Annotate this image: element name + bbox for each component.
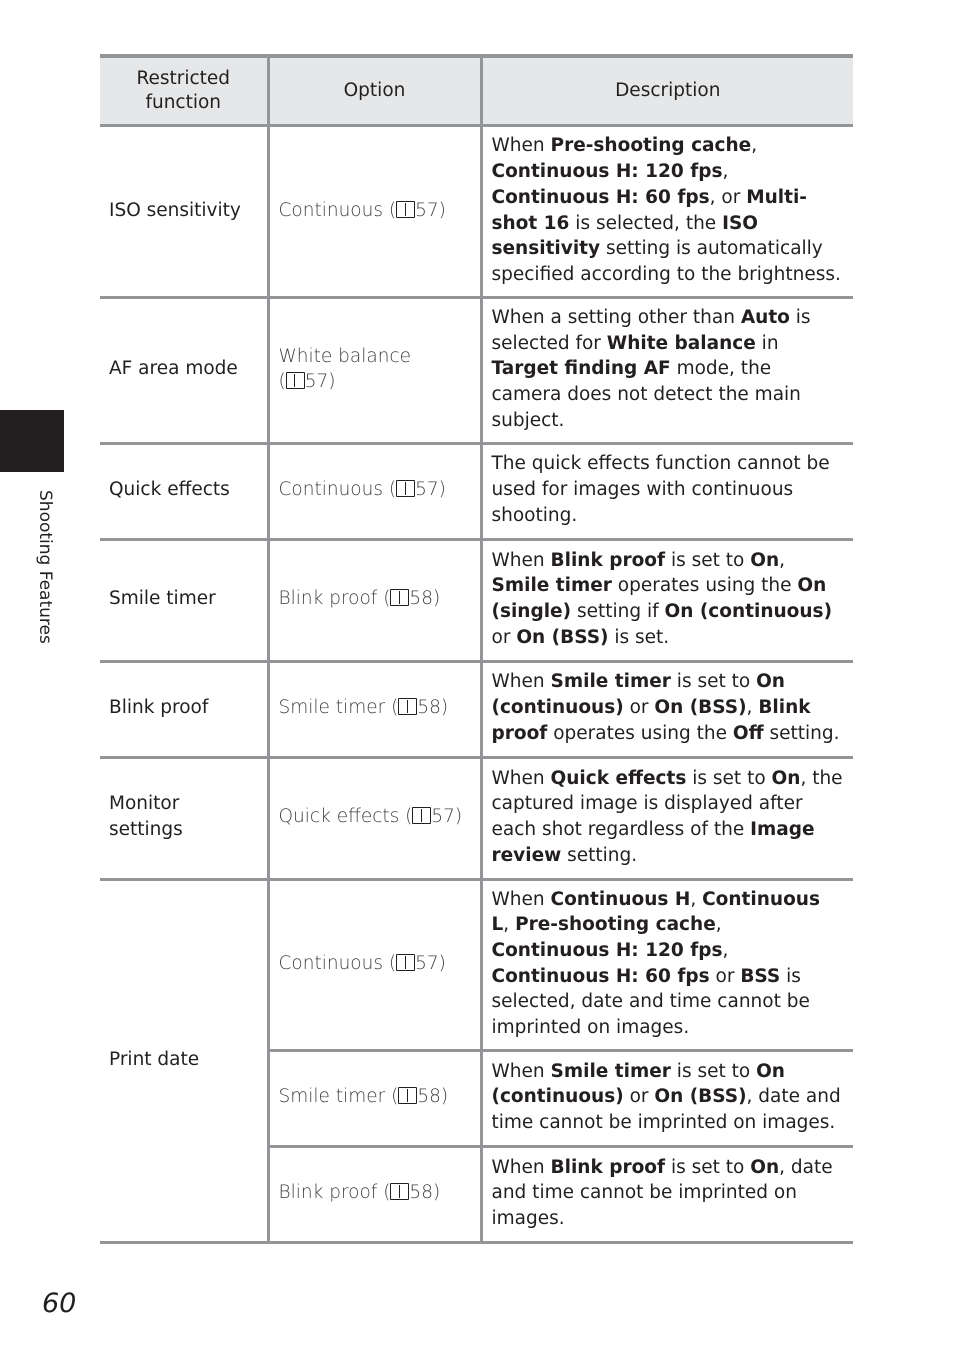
description-cell: When a setting other than Auto is selected for White balance in Target finding AF mode, the camera does not detect the main subject. — [481, 298, 853, 444]
option-name: Quick effects — [278, 806, 400, 828]
page-reference: ( 57) — [388, 479, 446, 501]
setting-name: BSS — [740, 965, 781, 987]
setting-name: Continuous H: 120 fps — [491, 161, 723, 183]
page-reference: ( 58) — [391, 1086, 449, 1108]
option-cell — [268, 126, 481, 298]
page-reference-number: 58 — [409, 1182, 433, 1204]
setting-name: On (BSS) — [654, 1086, 747, 1108]
description-cell: The quick effects function cannot be used for images with continuous shooting. — [481, 443, 853, 539]
setting-name: On (continuous) — [491, 671, 785, 719]
book-reference-icon — [286, 372, 305, 389]
page-reference-number: 57 — [415, 199, 439, 221]
setting-name: Target finding AF — [491, 358, 671, 380]
setting-name: Smile timer — [550, 671, 671, 693]
page-reference: ( 57) — [278, 371, 336, 393]
option-name: White balance — [278, 345, 412, 367]
book-reference-icon — [396, 954, 415, 971]
setting-name: Auto — [740, 307, 790, 328]
setting-name: Continuous H: 60 fps — [491, 186, 710, 208]
function-cell: Blink proof — [100, 661, 268, 757]
page-reference: ( 57) — [388, 952, 446, 974]
table-row — [100, 298, 853, 444]
setting-name: On (BSS) — [654, 697, 747, 719]
setting-name: Blink proof — [491, 697, 811, 744]
option-name: Smile timer — [278, 697, 386, 719]
setting-name: On (single) — [491, 575, 827, 623]
page-reference-number: 57 — [415, 952, 439, 974]
setting-name: Off — [732, 722, 764, 744]
page-reference: ( 58) — [383, 1182, 441, 1204]
page-reference: ( 57) — [388, 199, 446, 221]
option-cell — [268, 298, 481, 444]
option-cell — [268, 661, 481, 757]
function-cell: Monitor settings — [100, 757, 268, 879]
setting-name: On — [771, 767, 801, 789]
page-reference: ( 57) — [405, 806, 463, 828]
setting-name: White balance — [606, 332, 756, 354]
setting-name: Pre-shooting cache — [515, 914, 716, 936]
table-row — [100, 661, 853, 757]
setting-name: Continuous H — [550, 888, 691, 910]
book-reference-icon — [398, 698, 417, 715]
setting-name: Quick effects — [550, 767, 687, 789]
setting-name: Continuous H: 120 fps — [491, 939, 723, 961]
setting-name: On (continuous) — [664, 601, 833, 623]
setting-name: On (BSS) — [516, 626, 609, 648]
setting-name: Blink proof — [550, 549, 666, 571]
page-reference-number: 58 — [417, 697, 441, 719]
option-name: Continuous — [278, 952, 383, 974]
option-cell — [268, 539, 481, 661]
table-row — [100, 879, 853, 1050]
section-tab — [0, 410, 64, 472]
description-cell: When Blink proof is set to On, date and time cannot be imprinted on images. — [481, 1146, 853, 1242]
option-cell — [268, 757, 481, 879]
book-reference-icon — [412, 807, 431, 824]
setting-name: Blink proof — [550, 1156, 666, 1178]
page-reference: ( 58) — [391, 697, 449, 719]
description-cell: When Pre-shooting cache, Continuous H: 120 fps, Continuous H: 60 fps, or Multi-shot 16 is selected, the ISO sensitivity setting is automatically specified according to the brightness. — [481, 126, 853, 298]
setting-name: On (continuous) — [491, 1060, 785, 1108]
book-reference-icon — [396, 480, 415, 497]
table-row — [100, 757, 853, 879]
page-reference: ( 58) — [383, 588, 441, 610]
option-cell — [268, 1050, 481, 1146]
option-name: Blink proof — [278, 588, 378, 610]
book-reference-icon — [390, 1183, 409, 1200]
function-cell: Smile timer — [100, 539, 268, 661]
option-name: Blink proof — [278, 1182, 378, 1204]
description-cell: When Continuous H, Continuous L, Pre-shooting cache, Continuous H: 120 fps, Continuous H: 60 fps or BSS is selected, date and time cannot be imprinted on images. — [481, 879, 853, 1050]
function-cell: Quick effects — [100, 443, 268, 539]
page-number: 60 — [42, 1288, 77, 1319]
setting-name: Pre-shooting cache — [550, 135, 752, 157]
book-reference-icon — [398, 1087, 417, 1104]
setting-name: Continuous H: 60 fps — [491, 965, 710, 987]
table-row — [100, 126, 853, 298]
page-reference-number: 58 — [409, 588, 433, 610]
page-reference-number: 57 — [431, 806, 455, 828]
setting-name: Continuous L — [491, 888, 820, 936]
function-cell: AF area mode — [100, 298, 268, 444]
description-cell: When Blink proof is set to On, Smile timer operates using the On (single) setting if On (continuous) or On (BSS) is set. — [481, 539, 853, 661]
page-reference-number: 57 — [415, 479, 439, 501]
header-description: Description — [481, 56, 853, 126]
table-row — [100, 443, 853, 539]
setting-name: Multi-shot 16 — [491, 186, 807, 234]
section-label: Shooting Features — [35, 490, 55, 644]
setting-name: Smile timer — [550, 1060, 671, 1082]
function-cell: ISO sensitivity — [100, 126, 268, 298]
book-reference-icon — [396, 201, 415, 218]
function-cell: Print date — [100, 879, 268, 1242]
option-cell — [268, 1146, 481, 1242]
description-cell: When Smile timer is set to On (continuous) or On (BSS), Blink proof operates using the Off setting. — [481, 661, 853, 757]
description-cell: When Smile timer is set to On (continuous) or On (BSS), date and time cannot be imprinted on images. — [481, 1050, 853, 1146]
header-option: Option — [268, 56, 481, 126]
description-cell: When Quick effects is set to On, the captured image is displayed after each shot regardless of the Image review setting. — [481, 757, 853, 879]
setting-name: On — [750, 1156, 780, 1178]
table-row — [100, 539, 853, 661]
setting-name: Smile timer — [491, 575, 612, 597]
option-cell — [268, 443, 481, 539]
restrictions-table — [100, 54, 853, 1244]
header-restricted-function: Restricted function — [100, 56, 268, 126]
option-cell — [268, 879, 481, 1050]
setting-name: Image review — [491, 819, 815, 866]
option-name: Continuous — [278, 479, 383, 501]
page-reference-number: 58 — [417, 1086, 441, 1108]
book-reference-icon — [390, 589, 409, 606]
table-header-row — [100, 56, 853, 126]
setting-name: On — [750, 549, 780, 571]
option-name: Continuous — [278, 199, 383, 221]
setting-name: ISO sensitivity — [491, 212, 758, 260]
option-name: Smile timer — [278, 1086, 386, 1108]
page-reference-number: 57 — [304, 371, 329, 393]
